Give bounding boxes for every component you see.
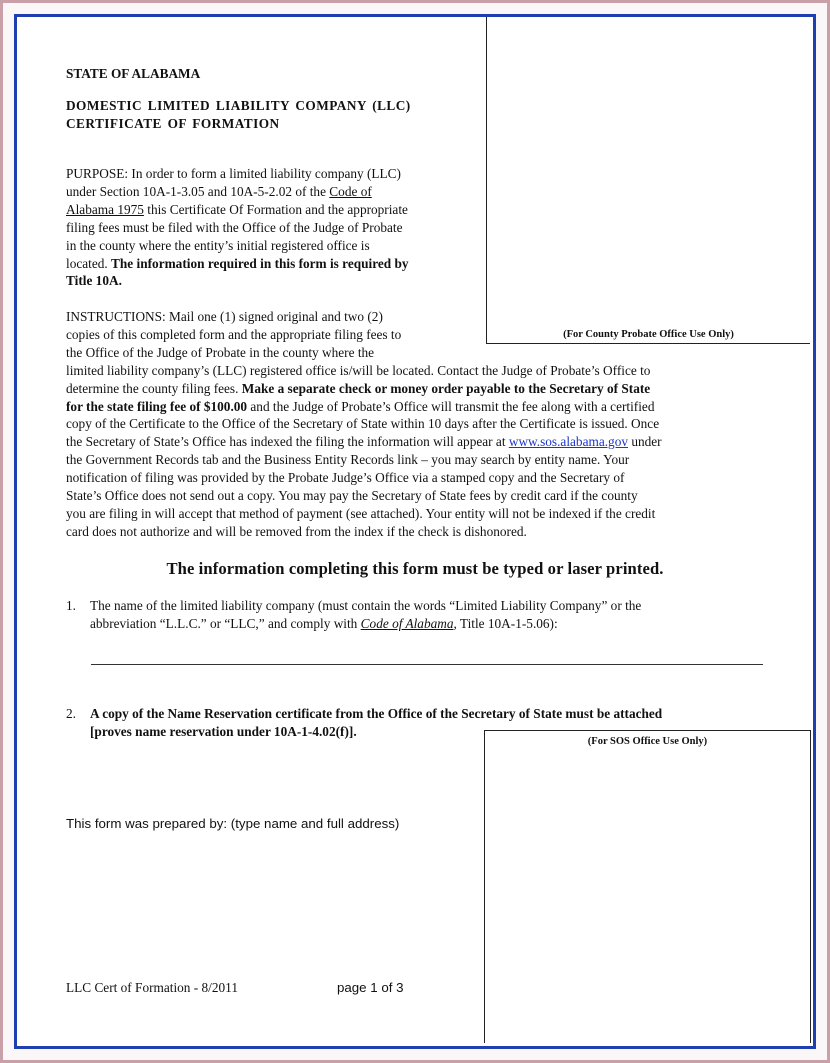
item-1-text: The name of the limited liability company (must contain the words “Limited Liability Company” or the [90,598,642,613]
item-2-text: [proves name reservation under 10A-1-4.02(f)]. [90,723,357,739]
item-1-text: , Title 10A-1-5.06): [453,615,558,631]
instructions-line: copies of this completed form and the appropriate filing fees to [66,326,402,342]
purpose-text: this Certificate Of Formation and the appropriate [143,201,408,217]
prepared-by-label: This form was prepared by: (type name and full address) [66,816,400,831]
item-2-text: A copy of the Name Reservation certificate from the Office of the Secretary of State must be attached [90,706,663,721]
instructions-line [66,380,766,398]
item-1-line [66,615,766,633]
instructions-text: and the Judge of Probate’s Office will transmit the fee along with a certified [247,398,655,414]
instructions-bold-text: Make a separate check or money order payable to the Secretary of State [241,380,651,396]
instructions-line: card does not authorize and will be removed from the index if the check is dishonored. [66,523,527,539]
instructions-line: you are filing in will accept that method of payment (see attached). Your entity will not be indexed if the credit [66,505,656,521]
instructions-line: INSTRUCTIONS: Mail one (1) signed original and two (2) [66,309,383,324]
purpose-text: under Section 10A-1-3.05 and 10A-5-2.02 of the [66,183,330,199]
instructions-text: under [628,434,662,450]
instructions-text: the Secretary of State’s Office has indexed the filing the information will appear at [66,434,509,450]
code-of-alabama-ref: Code of [329,183,372,199]
purpose-bold-text: The information required in this form is required by [111,255,409,271]
instructions-line: limited liability company’s (LLC) registered office is/will be located. Contact the Judge of Probate’s Office to [66,362,651,378]
footer-page-number: page 1 of 3 [337,980,404,995]
purpose-line [66,201,486,219]
company-name-entry-line[interactable] [91,664,763,665]
instructions-line: the Government Records tab and the Business Entity Records link – you may search by entity name. Your [66,452,630,468]
sos-website-link[interactable]: www.sos.alabama.gov [508,434,628,450]
item-number: 1. [66,598,76,613]
purpose-line: filing fees must be filed with the Office of the Judge of Probate [66,219,403,235]
sos-box-caption: (For SOS Office Use Only) [587,736,708,747]
sos-office-use-box [484,730,811,1043]
code-of-alabama-ref: Code of Alabama [360,615,454,631]
typed-notice-heading: The information completing this form must be typed or laser printed. [166,559,664,578]
purpose-text: located. [66,255,112,271]
footer-form-id: LLC Cert of Formation - 8/2011 [66,980,238,995]
code-of-alabama-ref: Alabama 1975 [66,201,144,217]
item-1 [66,597,766,633]
item-1-line [66,597,766,615]
purpose-line: Title 10A. [66,273,122,289]
item-number: 2. [66,706,76,721]
probate-office-use-box [486,17,810,344]
instructions-line: copy of the Certificate to the Office of the Secretary of State within 10 days after the Certificate is issued. Once [66,416,660,432]
purpose-line [66,183,486,201]
instructions-line [66,398,766,416]
purpose-line [66,255,486,273]
item-2-line [66,705,786,723]
purpose-line: in the county where the entity’s initial registered office is [66,237,370,253]
item-1-text: abbreviation “L.L.C.” or “LLC,” and comply with [90,615,361,631]
instructions-bold-text: for the state filing fee of $100.00 [66,398,248,414]
state-heading: STATE OF ALABAMA [66,66,201,81]
probate-box-caption: (For County Probate Office Use Only) [563,329,734,340]
instructions-line: State’s Office does not send out a copy. You may pay the Secretary of State fees by credit card if the county [66,488,638,504]
instructions-line: the Office of the Judge of Probate in the county where the [66,344,375,360]
purpose-line: PURPOSE: In order to form a limited liability company (LLC) [66,166,401,181]
form-title-line1: DOMESTIC LIMITED LIABILITY COMPANY (LLC) [66,98,411,113]
instructions-paragraph [66,308,766,541]
instructions-line: notification of filing was provided by the Probate Judge’s Office via a stamped copy and the Secretary of [66,470,625,486]
purpose-paragraph [66,165,486,290]
instructions-line [66,433,766,451]
instructions-text: determine the county filing fees. [66,380,242,396]
form-title-line2: CERTIFICATE OF FORMATION [66,116,280,131]
